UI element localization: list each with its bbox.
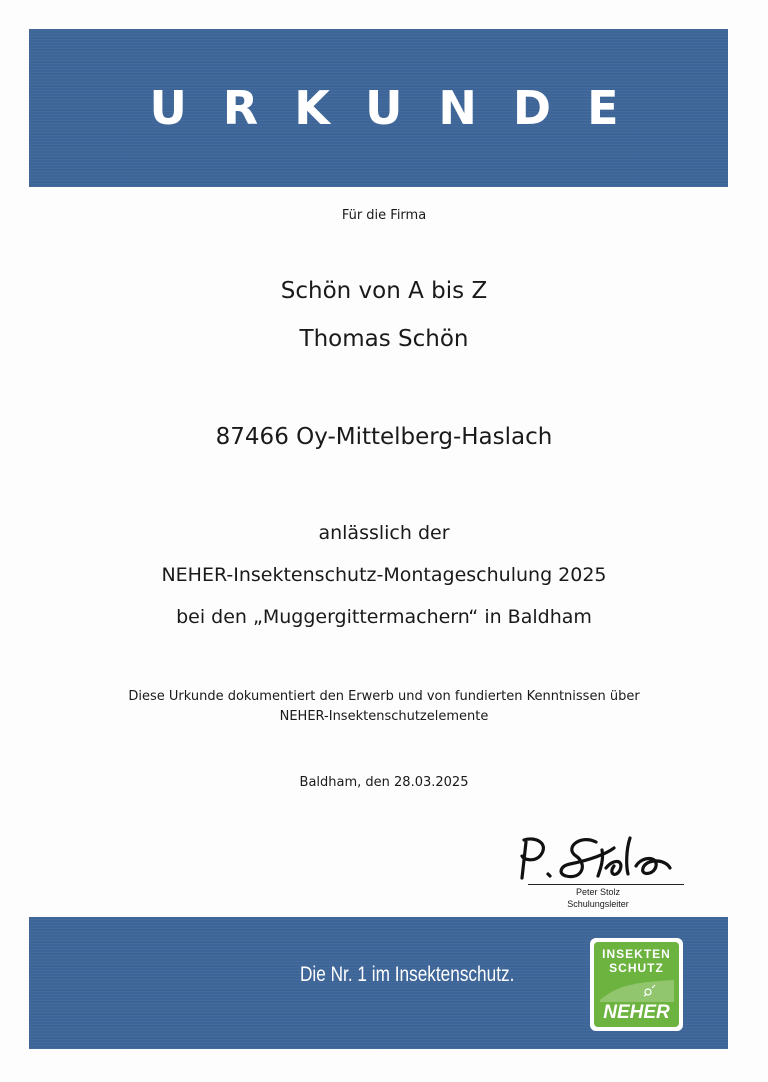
signature-line (528, 884, 684, 885)
signatory (510, 886, 686, 910)
signature-image (510, 830, 686, 886)
logo-text-line-1: INSEKTEN (602, 947, 671, 961)
logo-brand-text: NEHER (603, 1002, 670, 1023)
intro-text: Für die Firma (341, 208, 427, 223)
company-name: Schön von A bis Z (280, 278, 488, 304)
logo-green-panel (594, 942, 679, 1027)
logo-swoosh-icon (600, 978, 674, 1002)
neher-logo (590, 938, 683, 1031)
description-line-1: Diese Urkunde dokumentiert den Erwerb und von fundierten Kenntnissen über (128, 689, 640, 704)
occasion-line-3: bei den „Muggergittermachern“ in Baldham (176, 606, 592, 628)
description-line-2: NEHER-Insektenschutzelemente (279, 709, 489, 724)
place-date: Baldham, den 28.03.2025 (299, 775, 469, 790)
recipient-name: Thomas Schön (299, 326, 469, 352)
signature-block (510, 830, 686, 910)
signatory-name: Peter Stolz (575, 887, 621, 897)
occasion-line-1: anlässlich der (318, 522, 450, 544)
certificate-title: URKUNDE (149, 81, 655, 135)
footer-slogan: Die Nr. 1 im Insektenschutz. (300, 963, 515, 986)
logo-text-line-2: SCHUTZ (609, 961, 664, 975)
recipient-address: 87466 Oy-Mittelberg-Haslach (215, 424, 553, 450)
signatory-role: Schulungsleiter (567, 899, 629, 909)
occasion-line-2: NEHER-Insektenschutz-Montageschulung 2025 (161, 564, 607, 586)
